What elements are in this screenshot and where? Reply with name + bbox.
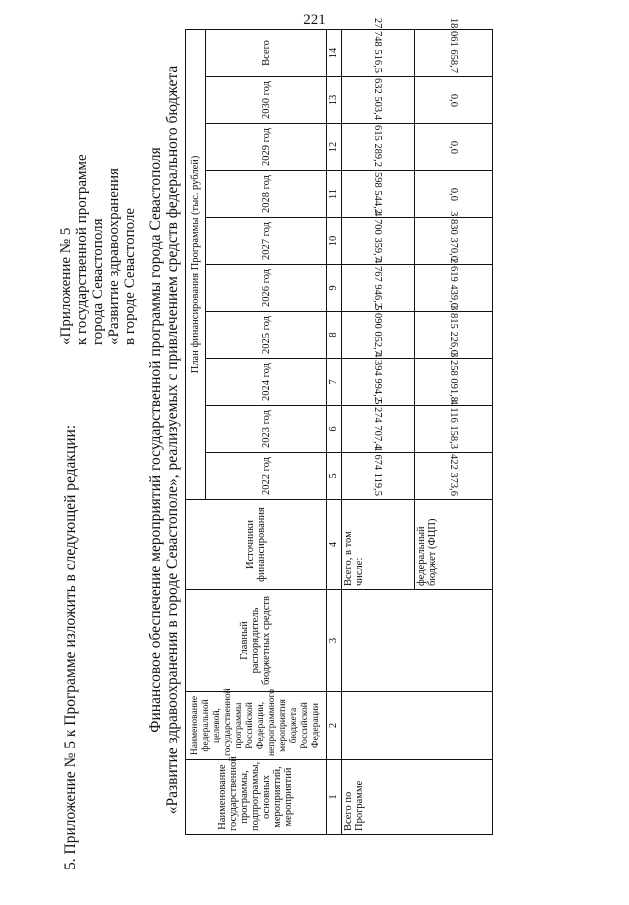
value-cell: 4 767 946,2 — [341, 265, 414, 312]
col-number: 9 — [326, 265, 341, 312]
value-cell: 3 258 091,8 — [414, 359, 492, 406]
header-year: 2025 год — [206, 312, 327, 359]
col-number: 5 — [326, 453, 341, 500]
col-number: 11 — [326, 171, 341, 218]
col-number: 12 — [326, 124, 341, 171]
col-number: 14 — [326, 29, 341, 76]
value-cell: 598 544,2 — [341, 171, 414, 218]
row-program-name: Всего по Программе — [341, 760, 492, 835]
table-header-row — [186, 29, 206, 834]
col-number: 4 — [326, 500, 341, 590]
value-cell: 632 503,4 — [341, 77, 414, 124]
header-year: 2030 год — [206, 77, 327, 124]
value-cell: 615 289,2 — [341, 124, 414, 171]
appendix-line: в городе Севастополе — [122, 207, 138, 345]
col-number: 13 — [326, 77, 341, 124]
row-budget-manager — [341, 590, 492, 692]
value-cell: 5 274 707,4 — [341, 406, 414, 453]
title-line: «Развитие здравоохранения в городе Севастополе», реализуемых с привлечением средств федерального бюджета — [164, 65, 181, 815]
appendix-line: «Развитие здравоохранения — [106, 168, 122, 345]
table-row — [341, 29, 414, 834]
value-cell: 3 815 226,0 — [414, 312, 492, 359]
instruction-text: 5. Приложение № 5 к Программе изложить в следующей редакции: — [62, 424, 79, 870]
col-number: 8 — [326, 312, 341, 359]
value-cell: 0,0 — [414, 77, 492, 124]
row-funding-source: Всего, в том числе: — [341, 500, 414, 590]
row-funding-source: федеральный бюджет (ФЦП) — [414, 500, 492, 590]
value-cell: 5 090 052,7 — [341, 312, 414, 359]
header-total: Всего — [206, 29, 327, 76]
appendix-line: города Севастополя — [90, 218, 106, 345]
header-program-name: Наименование государственной программы, подпрограммы, основных мероприятий, мероприятий — [186, 760, 327, 835]
header-federal-program: Наименование федеральной целевой, государственной программы Российской Федерации, непрограммного мероприятия бюджета Российской Федерации — [186, 692, 327, 760]
col-number: 3 — [326, 590, 341, 692]
header-year: 2026 год — [206, 265, 327, 312]
value-cell: 1 674 119,5 — [341, 453, 414, 500]
page-number: 221 — [303, 12, 326, 28]
value-cell: 0,0 — [414, 124, 492, 171]
header-year: 2027 год — [206, 218, 327, 265]
col-number: 10 — [326, 218, 341, 265]
col-number: 7 — [326, 359, 341, 406]
value-cell: 422 373,6 — [414, 453, 492, 500]
appendix-header — [58, 35, 138, 345]
value-cell: 4 394 994,2 — [341, 359, 414, 406]
appendix-line: «Приложение № 5 — [58, 227, 74, 345]
value-cell: 4 116 158,3 — [414, 406, 492, 453]
header-budget-manager: Главный распорядитель бюджетных средств — [186, 590, 327, 692]
table-number-row — [326, 29, 341, 834]
header-year: 2028 год — [206, 171, 327, 218]
header-plan: План финансирования Программы (тыс. рублей) — [186, 29, 206, 499]
value-cell: 18 061 658,7 — [414, 29, 492, 76]
title-line: Финансовое обеспечение мероприятий государственной программы города Севастополя — [147, 147, 164, 733]
header-funding-source: Источники финансирования — [186, 500, 327, 590]
value-cell: 0,0 — [414, 171, 492, 218]
value-cell: 3 830 370,0 — [414, 218, 492, 265]
row-federal-program — [341, 692, 492, 760]
col-number: 6 — [326, 406, 341, 453]
value-cell: 4 700 359,7 — [341, 218, 414, 265]
header-year: 2023 год — [206, 406, 327, 453]
col-number: 1 — [326, 760, 341, 835]
value-cell: 27 748 516,5 — [341, 29, 414, 76]
value-cell: 2 619 439,0 — [414, 265, 492, 312]
col-number: 2 — [326, 692, 341, 760]
header-year: 2029 год — [206, 124, 327, 171]
header-year: 2024 год — [206, 359, 327, 406]
header-year: 2022 год — [206, 453, 327, 500]
appendix-line: к государственной программе — [74, 154, 90, 345]
table-title — [147, 30, 181, 850]
